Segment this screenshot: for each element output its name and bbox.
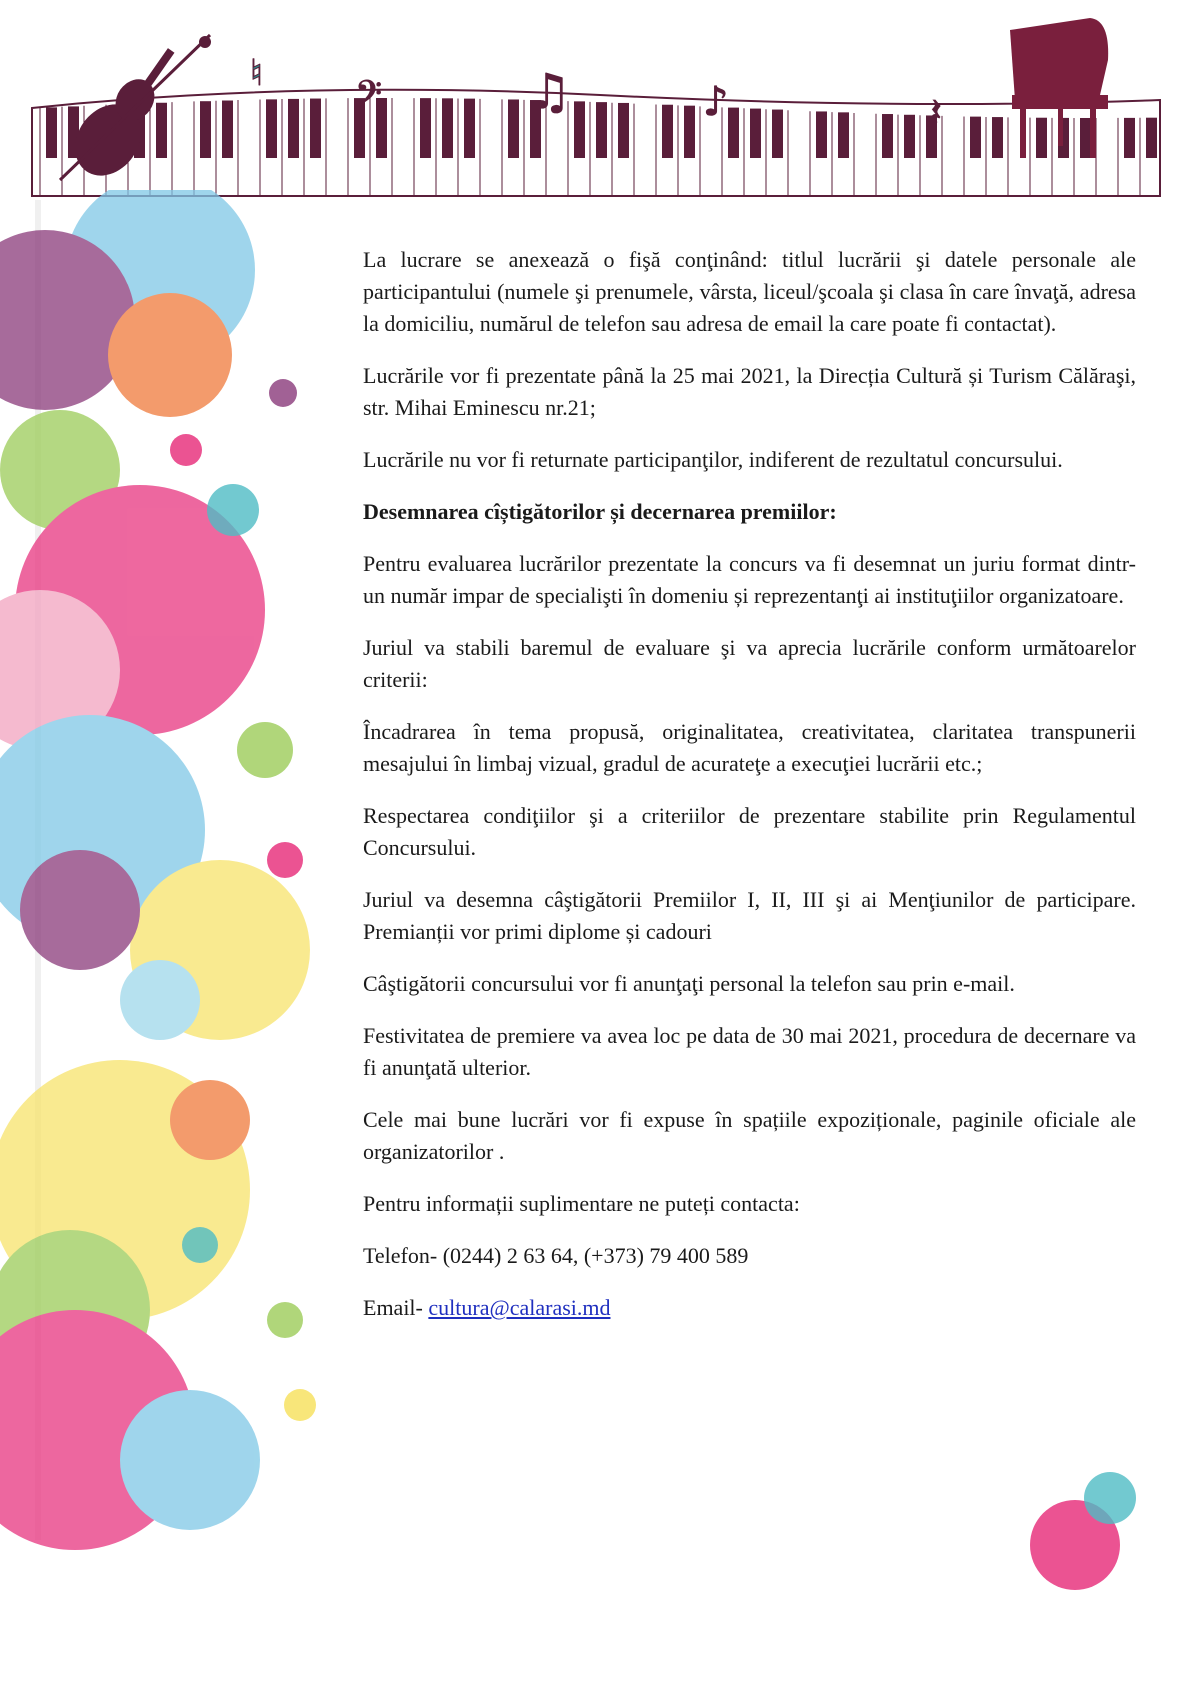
contact-email-line (363, 1292, 1136, 1324)
black-key (1036, 118, 1047, 158)
paragraph-jury-formation: Pentru evaluarea lucrărilor prezentate la concurs va fi desemnat un juriu format dintr-un număr impar de specialişti în domeniu și reprezentanţi ai instituţiilor organizatoare. (363, 551, 1136, 608)
svg-text:♮: ♮ (250, 53, 263, 94)
black-key (772, 110, 783, 158)
paragraph-winners-notice: Câştigătorii concursului vor fi anunţaţi personal la telefon sau prin e-mail. (363, 971, 1015, 996)
black-key (266, 99, 277, 158)
svg-text:𝄽: 𝄽 (930, 90, 942, 134)
decorative-circles (0, 190, 320, 1550)
svg-text:♫: ♫ (528, 64, 572, 120)
black-key (684, 106, 695, 158)
black-key (508, 99, 519, 158)
black-key (728, 108, 739, 158)
black-key (904, 115, 915, 158)
paragraph-attachment-info: La lucrare se anexează o fişă conţinând: titlul lucrării şi datele personale ale participantului (numele şi prenumele, vârsta, liceul/şcoala şi clasa în care învaţă, adresa la domiciliu, numărul de telefon sau adresa de email la care poate fi contactat). (363, 247, 1136, 336)
black-key (1124, 118, 1135, 158)
black-key (882, 114, 893, 158)
paragraph-contact-intro: Pentru informații suplimentare ne puteți contacta: (363, 1191, 800, 1216)
black-key (596, 102, 607, 158)
email-link[interactable]: cultura@calarasi.md (428, 1295, 611, 1320)
black-key (420, 98, 431, 158)
black-key (222, 101, 233, 158)
svg-text:𝄢: 𝄢 (355, 73, 383, 122)
piano-keyboard (32, 90, 1160, 196)
black-key (288, 99, 299, 158)
paragraph-evaluation: Juriul va stabili baremul de evaluare şi va aprecia lucrările conform următoarelor criterii: (363, 635, 1136, 692)
paragraph-submission-deadline: Lucrările vor fi prezentate până la 25 mai 2021, la Direcția Cultură și Turism Călăraşi, str. Mihai Eminescu nr.21; (363, 363, 1136, 420)
black-key (1146, 118, 1157, 158)
paragraph-no-return: Lucrările nu vor fi returnate participanţilor, indiferent de rezultatul concursului. (363, 447, 1063, 472)
black-key (992, 117, 1003, 158)
paragraph-exhibition: Cele mai bune lucrări vor fi expuse în spațiile expoziționale, paginile oficiale ale organizatorilor . (363, 1107, 1136, 1164)
section-heading: Desemnarea cîștigătorilor și decernarea premiilor: (363, 499, 837, 524)
black-key (750, 109, 761, 158)
black-key (464, 99, 475, 158)
grand-piano-icon (1010, 18, 1108, 158)
black-key (442, 98, 453, 158)
black-key (46, 107, 57, 158)
black-key (838, 112, 849, 158)
black-key (156, 103, 167, 158)
black-key (618, 103, 629, 158)
black-key (310, 99, 321, 158)
black-key (816, 111, 827, 158)
email-label: Email- (363, 1295, 429, 1320)
piano-header-illustration (0, 0, 1190, 200)
black-key (574, 101, 585, 158)
paragraph-criteria-1: Încadrarea în tema propusă, originalitatea, creativitatea, claritatea transpunerii mesajului în limbaj vizual, gradul de acurateţe a execuţiei lucrării etc.; (363, 719, 1136, 776)
paragraph-ceremony: Festivitatea de premiere va avea loc pe data de 30 mai 2021, procedura de decernare va fi anunţată ulterior. (363, 1023, 1136, 1080)
svg-text:♪: ♪ (703, 79, 729, 125)
paragraph-prizes: Juriul va desemna câştigătorii Premiilor I, II, III şi ai Menţiunilor de participare. Premianții vor primi diplome și cadouri (363, 887, 1136, 944)
corner-circles (1010, 1460, 1150, 1600)
black-key (1080, 118, 1091, 158)
black-key (970, 117, 981, 158)
black-key (662, 105, 673, 158)
contact-phone: Telefon- (0244) 2 63 64, (+373) 79 400 589 (363, 1243, 749, 1268)
black-key (200, 101, 211, 158)
document-body (363, 244, 1136, 1344)
paragraph-criteria-2: Respectarea condiţiilor şi a criteriilor de prezentare stabilite prin Regulamentul Concursului. (363, 803, 1136, 860)
